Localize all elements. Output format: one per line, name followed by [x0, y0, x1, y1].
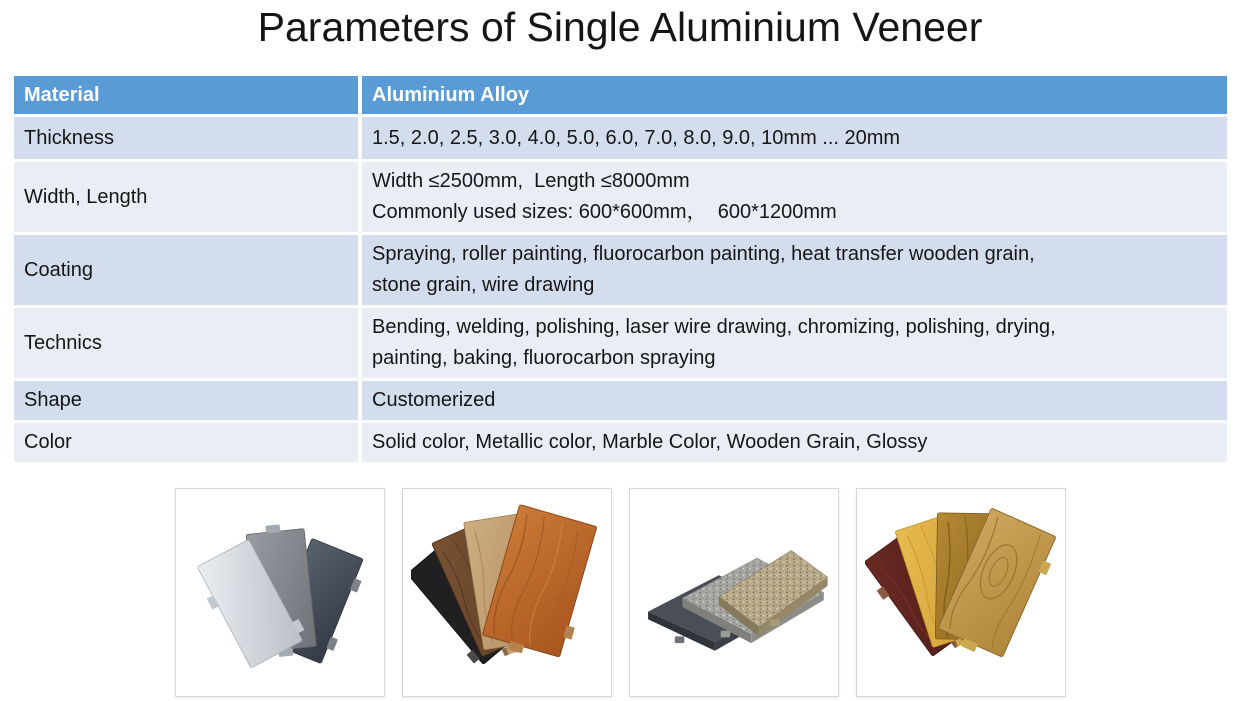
table-row-width-length [14, 162, 1227, 232]
table-row-coating [14, 235, 1227, 305]
row-label: Shape [14, 381, 358, 420]
table-row-color [14, 423, 1227, 462]
stone-grain-panels-photo [629, 488, 839, 697]
row-label: Width, Length [14, 162, 358, 232]
value-line: 1.5, 2.0, 2.5, 3.0, 4.0, 5.0, 6.0, 7.0, 8.0, 9.0, 10mm ... 20mm [372, 126, 901, 149]
yellow-wood-panels-photo [856, 488, 1066, 697]
row-value [362, 423, 1227, 462]
value-line: Solid color, Metallic color, Marble Color, Wooden Grain, Glossy [372, 431, 928, 453]
table-row-shape [14, 381, 1227, 420]
row-value [362, 308, 1227, 378]
table-row-thickness [14, 117, 1227, 159]
table-header-row [14, 76, 1227, 114]
row-label: Thickness [14, 117, 358, 159]
metallic-panels-image [184, 497, 376, 688]
row-value [362, 162, 1227, 232]
stone-grain-panels-image [638, 497, 830, 688]
row-label: Coating [14, 235, 358, 305]
value-line: Spraying, roller painting, fluorocarbon painting, heat transfer wooden grain, [372, 243, 1035, 265]
product-photos-strip [0, 488, 1240, 697]
value-line: Width ≤2500mm, Length ≤8000mm [372, 170, 690, 192]
parameters-table [14, 76, 1227, 465]
row-value [362, 235, 1227, 305]
metallic-panels-photo [175, 488, 385, 697]
value-line: Bending, welding, polishing, laser wire drawing, chromizing, polishing, drying, [372, 316, 1056, 338]
row-label: Technics [14, 308, 358, 378]
table-row-technics [14, 308, 1227, 378]
row-value [362, 117, 1227, 159]
page-title: Parameters of Single Aluminium Veneer [257, 4, 983, 50]
value-line: painting, baking, fluorocarbon spraying [372, 347, 716, 369]
value-line: stone grain, wire drawing [372, 274, 595, 296]
row-label: Color [14, 423, 358, 462]
header-cell-aluminium-alloy: Aluminium Alloy [362, 76, 1227, 114]
value-line: Customerized [372, 389, 496, 411]
wood-grain-panels-photo [402, 488, 612, 697]
row-value [362, 381, 1227, 420]
header-cell-material: Material [14, 76, 358, 114]
wood-grain-panels-image [411, 497, 603, 688]
yellow-wood-panels-image [865, 497, 1057, 688]
value-line: Commonly used sizes: 600*600mm， 600*1200mm [372, 201, 837, 223]
